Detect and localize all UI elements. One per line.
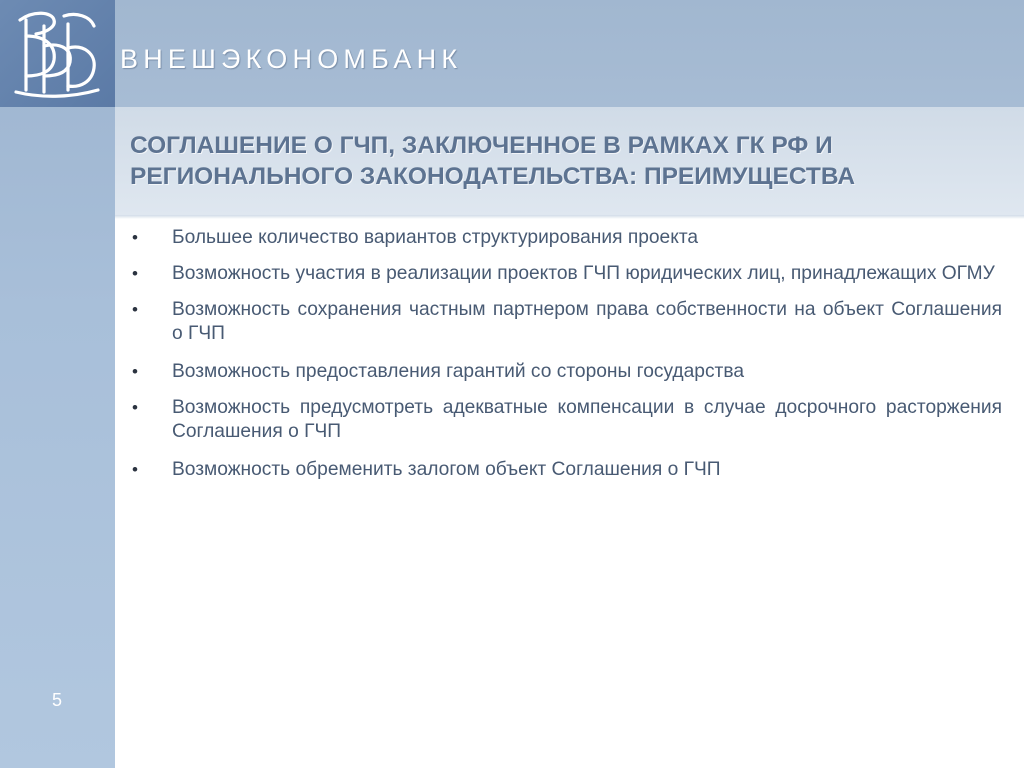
bullet-item [130, 458, 1002, 482]
brand-name: ВНЕШЭКОНОМБАНК [120, 44, 463, 74]
bullet-item [130, 298, 1002, 346]
bullet-dot-icon: • [132, 460, 138, 479]
vbr-monogram-icon [10, 6, 104, 100]
left-sidebar-bar [0, 0, 115, 768]
page-number: 5 [52, 690, 63, 710]
bullet-item [130, 360, 1002, 384]
bullet-text: Возможность сохранения частным партнером права собственности на объект Соглашения о ГЧП [172, 299, 1002, 344]
bullet-text: Возможность обременить залогом объект Соглашения о ГЧП [172, 459, 721, 480]
bullet-text: Возможность участия в реализации проектов ГЧП юридических лиц, принадлежащих ОГМУ [172, 263, 995, 284]
bullet-text: Возможность предоставления гарантий со стороны государства [172, 361, 744, 382]
bullet-text: Большее количество вариантов структурирования проекта [172, 227, 699, 248]
bullet-item [130, 226, 1002, 250]
bullet-dot-icon: • [132, 300, 138, 319]
bullet-dot-icon: • [132, 362, 138, 381]
bullet-text: Возможность предусмотреть адекватные компенсации в случае досрочного расторжения Соглашения о ГЧП [172, 397, 1002, 442]
bullet-item [130, 396, 1002, 444]
bullet-dot-icon: • [132, 264, 138, 283]
logo-box [0, 0, 115, 107]
bullet-list [130, 226, 1002, 482]
bullet-dot-icon: • [132, 398, 138, 417]
bullet-dot-icon: • [132, 228, 138, 247]
slide-title: СОГЛАШЕНИЕ О ГЧП, ЗАКЛЮЧЕННОЕ В РАМКАХ ГК РФ И РЕГИОНАЛЬНОГО ЗАКОНОДАТЕЛЬСТВА: ПРЕИМУЩЕСТВА [130, 132, 856, 190]
bullet-item [130, 262, 1002, 286]
